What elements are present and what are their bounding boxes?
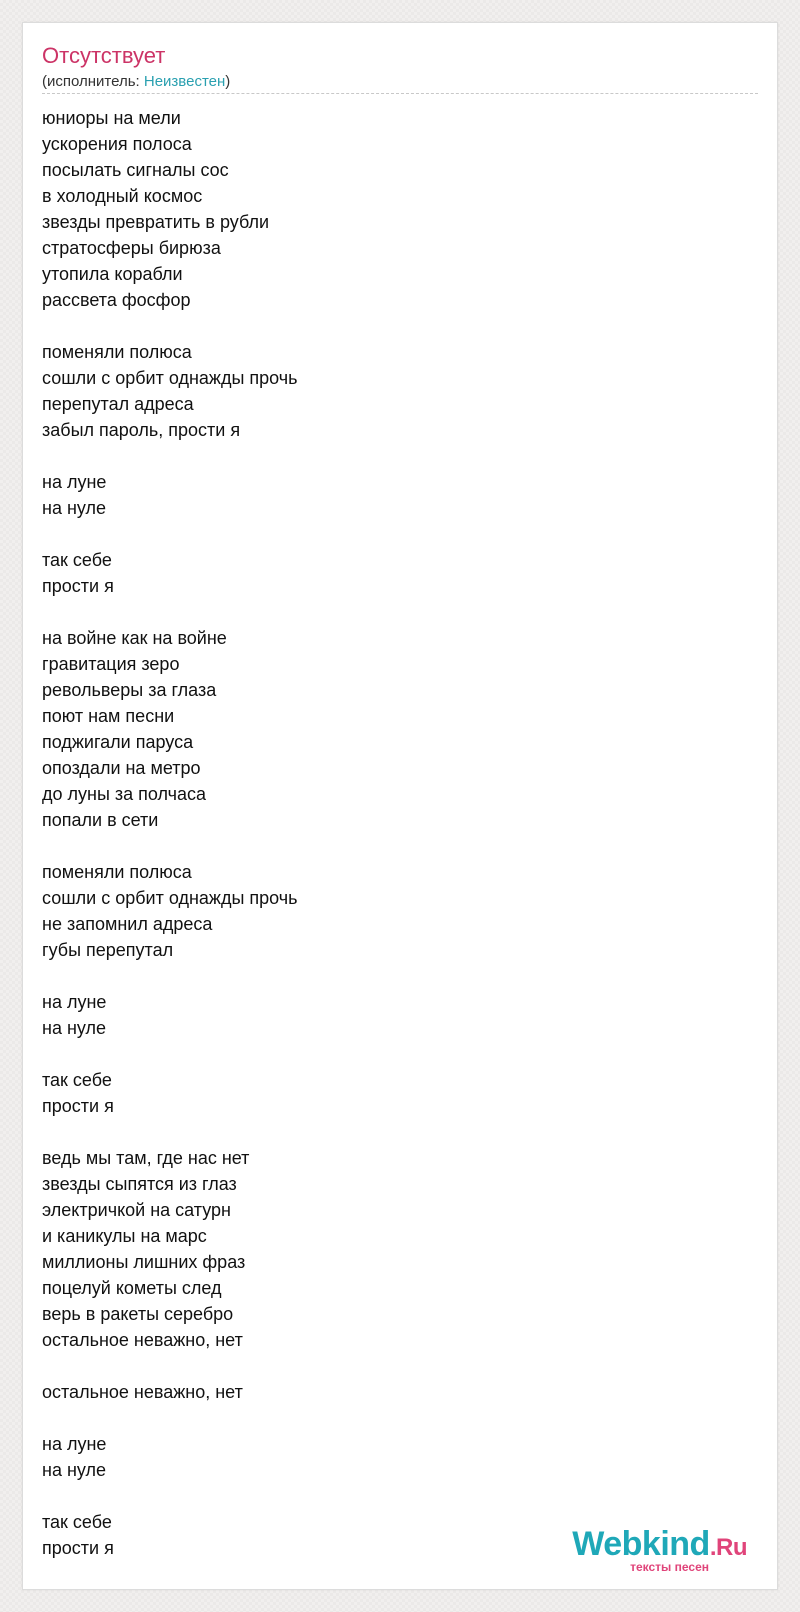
stanza-break xyxy=(42,833,742,859)
stanza-break xyxy=(42,443,742,469)
lyric-line: перепутал адреса xyxy=(42,394,194,414)
lyric-line: в холодный космос xyxy=(42,186,203,206)
lyric-line: забыл пароль, прости я xyxy=(42,420,241,440)
stanza-break xyxy=(42,1041,742,1067)
lyric-line: остальное неважно, нет xyxy=(42,1382,243,1402)
stanza-break xyxy=(42,1119,742,1145)
lyric-line: так себе xyxy=(42,1512,112,1532)
lyrics-text xyxy=(42,105,742,1561)
lyric-line: поцелуй кометы след xyxy=(42,1278,222,1298)
lyric-line: на луне xyxy=(42,992,107,1012)
lyric-line: попали в сети xyxy=(42,810,159,830)
lyric-line: ведь мы там, где нас нет xyxy=(42,1148,250,1168)
lyric-line: прости я xyxy=(42,576,114,596)
artist-link[interactable]: Неизвестен xyxy=(143,73,226,90)
lyric-line: на войне как на войне xyxy=(42,628,227,648)
song-title: Отсутствует xyxy=(42,43,166,68)
lyric-line: миллионы лишних фраз xyxy=(42,1252,246,1272)
lyric-line: на нуле xyxy=(42,1460,107,1480)
lyric-line: гравитация зеро xyxy=(42,654,180,674)
lyric-line: остальное неважно, нет xyxy=(42,1330,243,1350)
lyric-line: револьверы за глаза xyxy=(42,680,217,700)
logo-tagline: тексты песен xyxy=(630,1560,709,1574)
stanza-break xyxy=(42,1483,742,1509)
lyric-line: стратосферы бирюза xyxy=(42,238,221,258)
site-logo[interactable] xyxy=(547,1524,747,1574)
lyric-line: так себе xyxy=(42,550,112,570)
lyric-line: губы перепутал xyxy=(42,940,174,960)
lyric-line: звезды превратить в рубли xyxy=(42,212,270,232)
lyric-line: прости я xyxy=(42,1538,114,1558)
lyric-line: на нуле xyxy=(42,1018,107,1038)
artist-suffix: ) xyxy=(225,73,231,90)
lyric-line: ускорения полоса xyxy=(42,134,192,154)
stanza-break xyxy=(42,521,742,547)
lyric-line: электричкой на сатурн xyxy=(42,1200,231,1220)
logo-name: Webkind xyxy=(572,1525,710,1563)
lyric-line: и каникулы на марс xyxy=(42,1226,207,1246)
lyric-line: посылать сигналы сос xyxy=(42,160,229,180)
lyric-line: юниоры на мели xyxy=(42,108,181,128)
lyric-line: не запомнил адреса xyxy=(42,914,213,934)
lyric-line: прости я xyxy=(42,1096,114,1116)
logo-tld: .Ru xyxy=(709,1534,747,1561)
lyric-line: опоздали на метро xyxy=(42,758,201,778)
stanza-break xyxy=(42,599,742,625)
artist-line xyxy=(42,73,230,91)
lyrics-card xyxy=(22,22,778,1590)
lyric-line: до луны за полчаса xyxy=(42,784,207,804)
lyric-line: верь в ракеты серебро xyxy=(42,1304,234,1324)
lyric-line: утопила корабли xyxy=(42,264,183,284)
lyric-line: поют нам песни xyxy=(42,706,175,726)
lyric-line: поджигали паруса xyxy=(42,732,194,752)
lyric-line: звезды сыпятся из глаз xyxy=(42,1174,237,1194)
stanza-break xyxy=(42,963,742,989)
lyric-line: на луне xyxy=(42,472,107,492)
lyric-line: на нуле xyxy=(42,498,107,518)
lyric-line: поменяли полюса xyxy=(42,862,192,882)
header-divider xyxy=(42,93,758,94)
lyric-line: так себе xyxy=(42,1070,112,1090)
lyric-line: на луне xyxy=(42,1434,107,1454)
stanza-break xyxy=(42,1353,742,1379)
stanza-break xyxy=(42,313,742,339)
stanza-break xyxy=(42,1405,742,1431)
artist-prefix: (исполнитель: xyxy=(42,73,144,90)
lyric-line: поменяли полюса xyxy=(42,342,192,362)
lyric-line: сошли с орбит однажды прочь xyxy=(42,888,298,908)
lyric-line: сошли с орбит однажды прочь xyxy=(42,368,298,388)
lyric-line: рассвета фосфор xyxy=(42,290,191,310)
